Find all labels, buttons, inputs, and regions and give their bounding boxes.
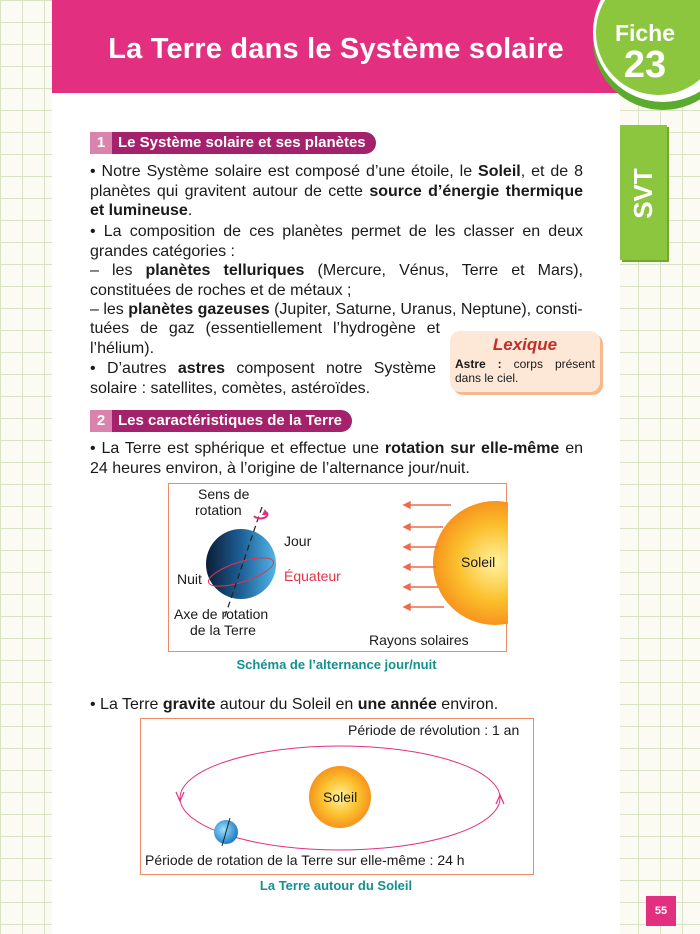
bold-text: rotation sur elle-même <box>384 440 560 457</box>
section-2-number: 2 <box>90 410 112 432</box>
label-sens-rotation-1: Sens de <box>198 486 250 502</box>
label-jour: Jour <box>284 533 312 549</box>
paragraph-solar-system <box>90 162 583 221</box>
section-1-heading <box>90 132 376 154</box>
paragraph-composition <box>90 222 583 261</box>
text: , et de 8 planètes qui gravitent autour de cette <box>90 163 583 200</box>
text: . <box>187 202 193 219</box>
paragraph-rotation <box>90 439 583 478</box>
label-equateur: Équateur <box>284 568 341 584</box>
bold-text: source d’énergie thermique et lumineuse <box>90 182 584 219</box>
caption-day-night: Schéma de l’alternance jour/nuit <box>236 657 437 672</box>
fiche-number: 23 <box>623 44 667 86</box>
label-axe-2: de la Terre <box>190 622 256 638</box>
page-number: 55 <box>646 896 676 926</box>
text: environ. <box>436 696 499 713</box>
text: composent notre Système solaire : satellites, comètes, astéroïdes. <box>90 360 436 397</box>
section-1-title: Le Système solaire et ses planètes <box>118 134 366 151</box>
paragraph-revolution <box>90 695 583 715</box>
label-periode-revolution: Période de révolution : 1 an <box>348 722 520 738</box>
section-2-heading <box>90 410 352 432</box>
bold-text: planètes telluriques <box>145 262 305 279</box>
caption-orbit: La Terre autour du Soleil <box>259 878 413 893</box>
bold-text: gravite <box>162 696 216 713</box>
label-soleil-1: Soleil <box>461 554 496 570</box>
bold-text: planètes gazeuses <box>128 301 270 318</box>
text: en 24 heures environ, à l’origine de l’alternance jour/nuit. <box>90 440 583 477</box>
paragraph-telluric <box>90 261 583 300</box>
bold-text: Soleil <box>478 163 521 180</box>
bold-text: une année <box>357 696 437 713</box>
lexique-definition <box>455 357 595 385</box>
paragraph-gaseous <box>90 300 583 320</box>
text: – les <box>90 262 146 279</box>
text: autour du Soleil en <box>215 696 358 713</box>
lexique-text: corps présent dans le ciel. <box>455 357 595 385</box>
label-soleil-2: Soleil <box>323 789 358 805</box>
text: • Notre Système solaire est composé d’une étoile, le <box>90 163 479 180</box>
label-periode-rotation: Période de rotation de la Terre sur elle-même : 24 h <box>145 852 465 868</box>
text: • La Terre <box>90 696 163 713</box>
text: • D’autres <box>90 360 178 377</box>
lexique-title: Lexique <box>492 335 558 354</box>
section-2-title: Les caractéristiques de la Terre <box>118 412 343 429</box>
bold-text: astres <box>177 360 226 377</box>
subject-label: SVT <box>628 168 658 219</box>
label-sens-rotation-2: rotation <box>195 502 242 518</box>
text: tuées de gaz (essentiellement l’hydrogène et l’hélium). <box>90 320 440 357</box>
earth-icon <box>206 529 276 599</box>
fiche-label: Fiche <box>614 20 676 46</box>
text: (Jupiter, Saturne, Uranus, Neptune), consti- <box>269 301 583 318</box>
text: – les <box>90 301 129 318</box>
label-nuit: Nuit <box>177 571 202 587</box>
label-axe-1: Axe de rotation <box>174 606 269 622</box>
lexique-term: Astre : <box>455 357 502 371</box>
section-1-number: 1 <box>90 132 112 154</box>
paragraph-astres <box>90 359 436 398</box>
text: • La Terre est sphérique et effectue une <box>90 440 385 457</box>
text: • La composition de ces planètes permet de les classer en deux grandes catégories : <box>90 223 583 260</box>
page-title: La Terre dans le Système solaire <box>108 33 564 65</box>
text: (Mercure, Vénus, Terre et Mars), constituées de roches et de métaux ; <box>90 262 584 299</box>
label-rayons: Rayons solaires <box>369 632 469 648</box>
paragraph-gaseous-cont <box>90 319 440 358</box>
